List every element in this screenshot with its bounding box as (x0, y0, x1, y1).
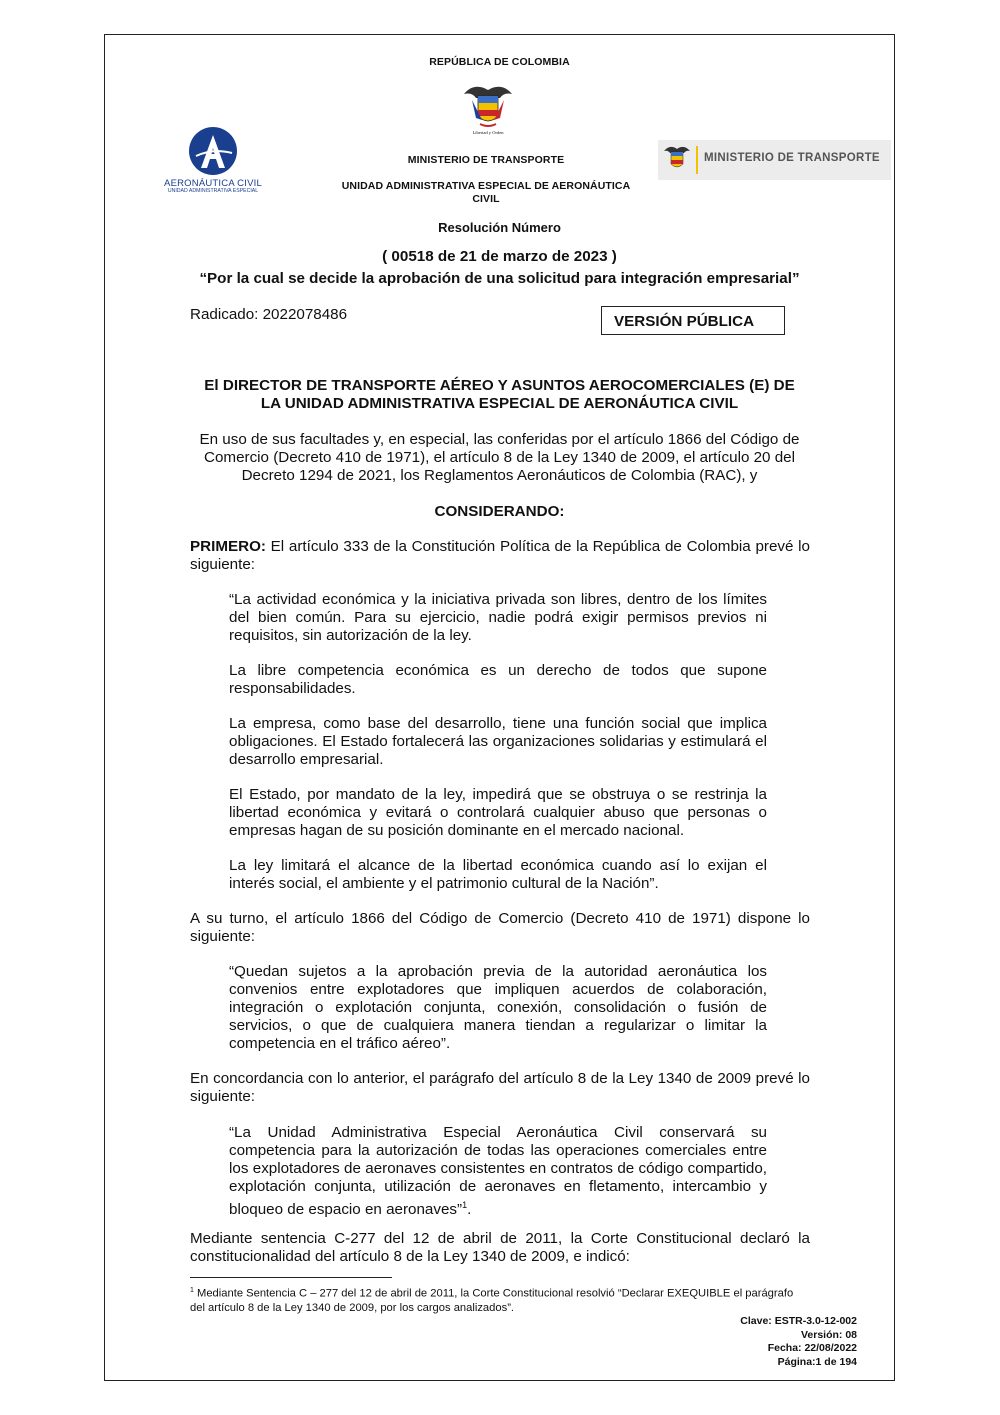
radicado: Radicado: 2022078486 (190, 306, 348, 323)
authority-title (104, 377, 895, 413)
unit-heading-line1: UNIDAD ADMINISTRATIVA ESPECIAL DE AERONÁUTICA (341, 180, 631, 192)
considering-heading: CONSIDERANDO: (434, 503, 565, 520)
faculties-line3: Decreto 1294 de 2021, los Reglamentos Aeronáuticos de Colombia (RAC), y (241, 467, 758, 484)
republic-heading: REPÚBLICA DE COLOMBIA (429, 56, 570, 68)
doc-pagina: Página:1 de 194 (777, 1355, 857, 1368)
coat-of-arms (460, 80, 516, 140)
authority-line1: El DIRECTOR DE TRANSPORTE AÉREO Y ASUNTOS AEROCOMERCIALES (E) DE (204, 377, 795, 394)
paragraph-1866: A su turno, el artículo 1866 del Código de Comercio (Decreto 410 de 1971) dispone lo siguiente: (190, 910, 810, 945)
quote-ley1340 (229, 1124, 767, 1219)
quote1-p4: El Estado, por mandato de la ley, impedirá que se obstruya o se restrinja la libertad económica y evitará o controlará cualquier abuso que personas o empresas hagan de su posición dominante en el mercado nacional. (229, 786, 767, 839)
aeronautica-civil-logo (162, 126, 264, 196)
footnote-ref: 1 (462, 1200, 468, 1210)
footnote-separator (190, 1277, 392, 1278)
resolution-number: ( 00518 de 21 de marzo de 2023 ) (382, 248, 617, 265)
footnote-text: Mediante Sentencia C – 277 del 12 de abril de 2011, la Corte Constitucional resolvió “Declarar EXEQUIBLE el parágrafo del artículo 8 de la Ley 1340 de 2009, por los cargos analizados”. (190, 1287, 794, 1314)
paragraph-ley1340: En concordancia con lo anterior, el parágrafo del artículo 8 de la Ley 1340 de 2009 prevé lo siguiente: (190, 1070, 810, 1105)
doc-fecha: Fecha: 22/08/2022 (767, 1342, 857, 1354)
quote1-p2: La libre competencia económica es un derecho de todos que supone responsabilidades. (229, 662, 767, 697)
paragraph-sentencia: Mediante sentencia C-277 del 12 de abril de 2011, la Corte Constitucional declaró la constitucionalidad del artículo 8 de la Ley 1340 de 2009, e indicó: (190, 1230, 810, 1265)
unit-heading-line2: CIVIL (472, 193, 500, 205)
document-control-block (600, 1315, 857, 1369)
resolution-subject: “Por la cual se decide la aprobación de una solicitud para integración empresarial” (199, 270, 800, 287)
primero-text: El artículo 333 de la Constitución Política de la República de Colombia prevé lo siguiente: (190, 538, 810, 573)
resolution-label: Resolución Número (438, 220, 561, 235)
footnote (190, 1284, 810, 1315)
version-badge: VERSIÓN PÚBLICA (601, 306, 785, 335)
quote1-p3: La empresa, como base del desarrollo, tiene una función social que implica obligaciones. El Estado fortalecerá las organizaciones solidarias y estimulará el desarrollo empresarial. (229, 715, 767, 768)
primero-paragraph (190, 538, 810, 574)
logo-divider (696, 146, 698, 174)
quote1-p1: “La actividad económica y la iniciativa privada son libres, dentro de los límites del bien común. Para su ejercicio, nadie podrá exigir permisos previos ni requisitos, sin autorización de la ley. (229, 591, 767, 644)
doc-version: Versión: 08 (800, 1328, 857, 1341)
faculties-line1: En uso de sus facultades y, en especial, las conferidas por el artículo 1866 del Código de (199, 431, 800, 448)
faculties-line2: Comercio (Decreto 410 de 1971), el artículo 8 de la Ley 1340 de 2009, el artículo 20 del (204, 449, 795, 466)
quote1-p5: La ley limitará el alcance de la libertad económica cuando así lo exijan el interés social, el ambiente y el patrimonio cultural de la Nación”. (229, 857, 767, 892)
motto-text: Libertad y Orden (472, 130, 504, 135)
quote-ley1340-end: . (467, 1201, 472, 1219)
quote-1866: “Quedan sujetos a la aprobación previa de la autoridad aeronáutica los convenios entre explotadores que impliquen acuerdos de colaboración, integración o explotación conjunta, conexión, consolidación o fusión de servicios, o que de cualquiera manera tiendan a regularizar o limitar la competencia en el tráfico aéreo”. (229, 963, 767, 1052)
doc-clave: Clave: ESTR-3.0-12-002 (740, 1315, 857, 1327)
ministry-heading: MINISTERIO DE TRANSPORTE (407, 154, 565, 166)
aeronautica-civil-name: AERONÁUTICA CIVIL (164, 178, 262, 189)
aeronautica-civil-sub: UNIDAD ADMINISTRATIVA ESPECIAL (167, 188, 259, 194)
faculties (104, 431, 895, 485)
ministerio-transporte-logo (658, 140, 891, 180)
quote-ley1340-text: “La Unidad Administrativa Especial Aeronáutica Civil conservará su competencia para la autorización de todas las operaciones comerciales entre los explotadores de aeronaves consistentes en contratos de código compartido, explotación conjunta, utilización de aeronaves en fletamento, intercambio y bloqueo de espacio en aeronaves” (229, 1124, 767, 1219)
authority-line2: LA UNIDAD ADMINISTRATIVA ESPECIAL DE AERONÁUTICA CIVIL (260, 395, 739, 412)
footnote-number: 1 (190, 1287, 194, 1294)
primero-label: PRIMERO: (190, 538, 266, 555)
ministerio-logo-text: MINISTERIO DE TRANSPORTE (704, 152, 880, 164)
